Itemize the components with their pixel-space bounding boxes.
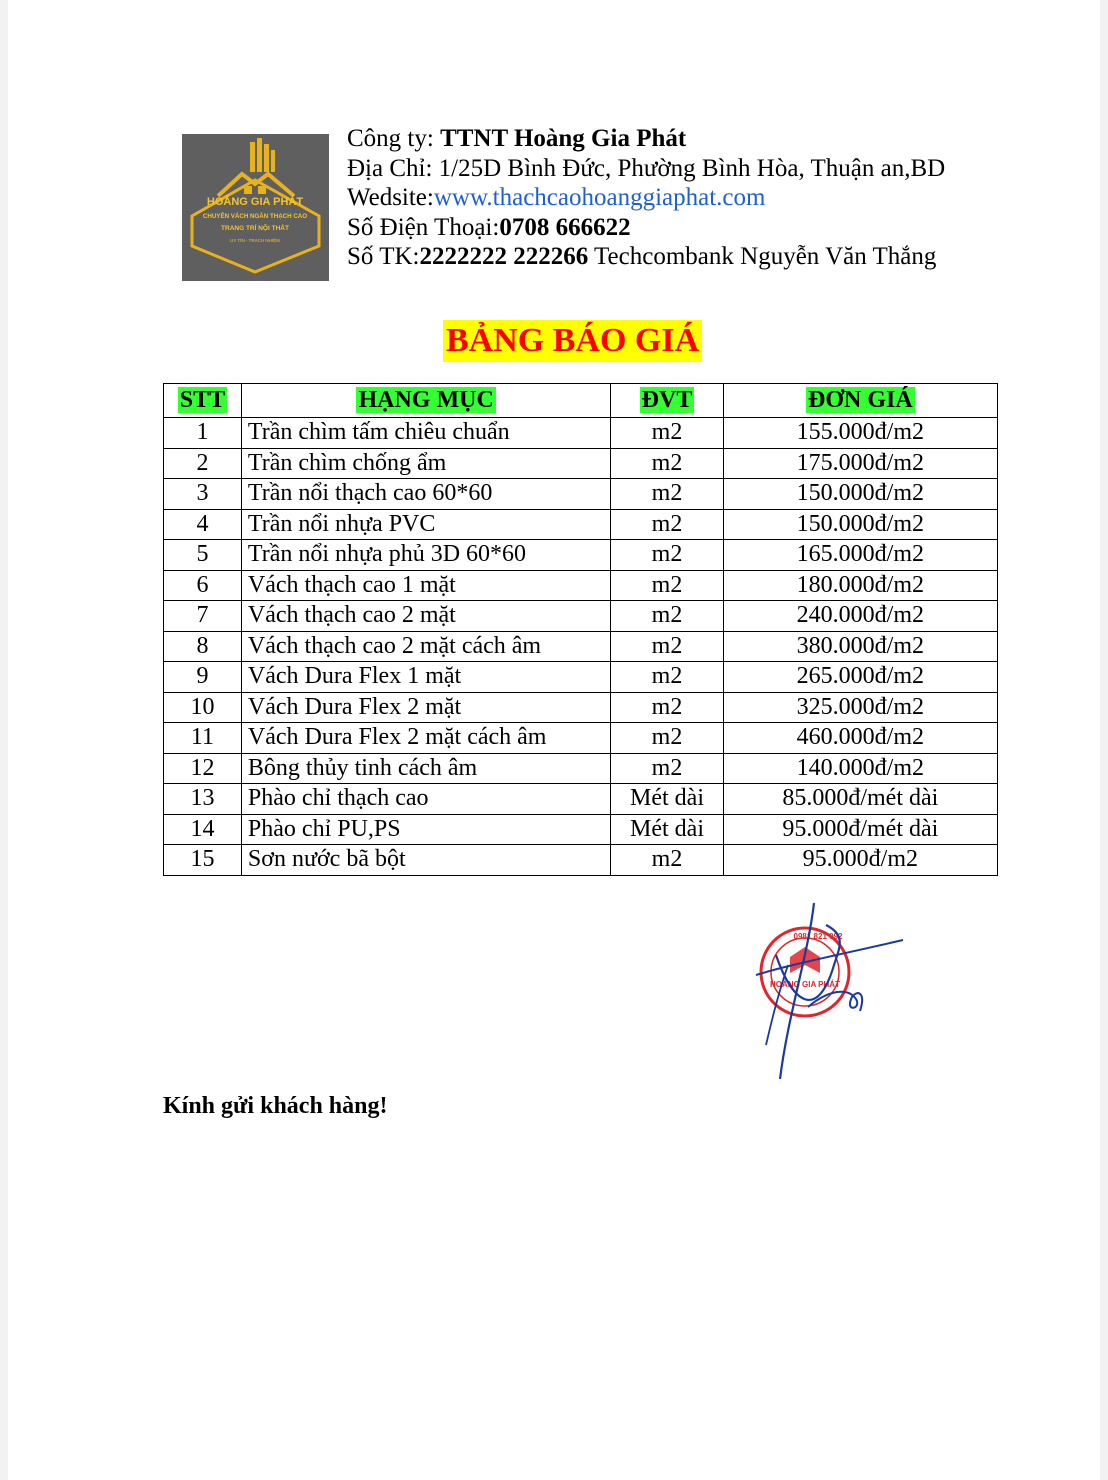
company-info xyxy=(347,124,945,272)
table-row xyxy=(164,845,998,876)
row-item: Trần chìm tấm chiêu chuẩn xyxy=(241,418,610,449)
company-logo xyxy=(182,134,329,281)
row-item: Vách thạch cao 2 mặt xyxy=(241,601,610,632)
row-price: 95.000đ/m2 xyxy=(723,845,997,876)
row-stt: 13 xyxy=(164,784,242,815)
logo-tagline-2: TRANG TRÍ NỘI THẤT xyxy=(221,225,289,232)
table-row xyxy=(164,631,998,662)
row-unit: m2 xyxy=(611,448,723,479)
row-stt: 11 xyxy=(164,723,242,754)
document-title: BẢNG BÁO GIÁ xyxy=(443,320,702,362)
table-row xyxy=(164,662,998,693)
row-item: Phào chỉ thạch cao xyxy=(241,784,610,815)
row-unit: m2 xyxy=(611,753,723,784)
row-item: Phào chỉ PU,PS xyxy=(241,814,610,845)
account-bank: Techcombank Nguyễn Văn Thắng xyxy=(588,243,937,271)
row-price: 180.000đ/m2 xyxy=(723,570,997,601)
row-unit: Mét dài xyxy=(611,784,723,815)
row-unit: m2 xyxy=(611,509,723,540)
row-price: 240.000đ/m2 xyxy=(723,601,997,632)
row-price: 175.000đ/m2 xyxy=(723,448,997,479)
row-item: Trần nổi nhựa phủ 3D 60*60 xyxy=(241,540,610,571)
header-price: ĐƠN GIÁ xyxy=(723,384,997,418)
company-phone-line xyxy=(347,213,945,243)
header-unit: ĐVT xyxy=(611,384,723,418)
table-row xyxy=(164,601,998,632)
row-stt: 6 xyxy=(164,570,242,601)
row-item: Trần chìm chống ẩm xyxy=(241,448,610,479)
table-row xyxy=(164,448,998,479)
row-stt: 14 xyxy=(164,814,242,845)
logo-tagline-3: UY TÍN - TRÁCH NHIỆM xyxy=(230,238,280,243)
row-price: 85.000đ/mét dài xyxy=(723,784,997,815)
address-label: Địa Chỉ: xyxy=(347,154,439,182)
table-row xyxy=(164,479,998,510)
company-name-line xyxy=(347,124,945,154)
table-row xyxy=(164,784,998,815)
phone-value: 0708 666622 xyxy=(499,213,631,241)
address-value: 1/25D Bình Đức, Phường Bình Hòa, Thuận an,BD xyxy=(438,154,946,182)
website-label: Wedsite: xyxy=(347,184,434,212)
row-unit: m2 xyxy=(611,418,723,449)
closing-greeting: Kính gửi khách hàng! xyxy=(163,1093,388,1119)
table-row xyxy=(164,509,998,540)
stamp-ring-text: 0981 821 092 xyxy=(793,932,843,941)
price-table xyxy=(163,383,998,876)
company-website-line xyxy=(347,183,945,213)
account-number: 2222222 222266 xyxy=(419,243,589,271)
company-name: TTNT Hoàng Gia Phát xyxy=(440,125,687,152)
row-item: Vách thạch cao 2 mặt cách âm xyxy=(241,631,610,662)
stamp-seal xyxy=(748,895,908,1085)
company-stamp-signature xyxy=(748,895,908,1085)
row-unit: m2 xyxy=(611,479,723,510)
logo-tagline-1: CHUYÊN VÁCH NGĂN THẠCH CAO xyxy=(202,213,308,220)
row-price: 155.000đ/m2 xyxy=(723,418,997,449)
row-price: 150.000đ/m2 xyxy=(723,479,997,510)
row-item: Vách Dura Flex 2 mặt cách âm xyxy=(241,723,610,754)
row-item: Sơn nước bã bột xyxy=(241,845,610,876)
row-unit: m2 xyxy=(611,662,723,693)
row-stt: 2 xyxy=(164,448,242,479)
company-name-label: Công ty: xyxy=(347,125,441,152)
table-header-row xyxy=(164,384,998,418)
website-link[interactable]: www.thachcaohoanggiaphat.com xyxy=(433,184,766,212)
row-unit: Mét dài xyxy=(611,814,723,845)
row-stt: 3 xyxy=(164,479,242,510)
row-stt: 8 xyxy=(164,631,242,662)
row-item: Vách Dura Flex 2 mặt xyxy=(241,692,610,723)
row-price: 140.000đ/m2 xyxy=(723,753,997,784)
row-price: 325.000đ/m2 xyxy=(723,692,997,723)
document-page xyxy=(8,0,1100,1480)
row-stt: 7 xyxy=(164,601,242,632)
row-stt: 12 xyxy=(164,753,242,784)
header-stt: STT xyxy=(164,384,242,418)
row-unit: m2 xyxy=(611,570,723,601)
row-item: Trần nổi thạch cao 60*60 xyxy=(241,479,610,510)
stamp-brand: HOÀNG GIA PHÁT xyxy=(770,980,840,989)
row-unit: m2 xyxy=(611,601,723,632)
row-stt: 9 xyxy=(164,662,242,693)
table-row xyxy=(164,540,998,571)
table-row xyxy=(164,418,998,449)
row-unit: m2 xyxy=(611,845,723,876)
row-item: Trần nổi nhựa PVC xyxy=(241,509,610,540)
row-price: 95.000đ/mét dài xyxy=(723,814,997,845)
row-price: 380.000đ/m2 xyxy=(723,631,997,662)
row-item: Vách thạch cao 1 mặt xyxy=(241,570,610,601)
table-row xyxy=(164,723,998,754)
row-stt: 4 xyxy=(164,509,242,540)
row-item: Bông thủy tinh cách âm xyxy=(241,753,610,784)
row-item: Vách Dura Flex 1 mặt xyxy=(241,662,610,693)
row-price: 460.000đ/m2 xyxy=(723,723,997,754)
table-row xyxy=(164,692,998,723)
header-item: HẠNG MỤC xyxy=(241,384,610,418)
logo-graphic xyxy=(182,134,329,281)
row-stt: 5 xyxy=(164,540,242,571)
logo-brand: HOÀNG GIA PHÁT xyxy=(206,196,304,208)
table-row xyxy=(164,570,998,601)
table-row xyxy=(164,753,998,784)
row-price: 165.000đ/m2 xyxy=(723,540,997,571)
row-price: 150.000đ/m2 xyxy=(723,509,997,540)
row-unit: m2 xyxy=(611,723,723,754)
phone-label: Số Điện Thoại: xyxy=(347,213,500,241)
row-price: 265.000đ/m2 xyxy=(723,662,997,693)
table-row xyxy=(164,814,998,845)
account-label: Số TK: xyxy=(347,243,420,271)
row-stt: 1 xyxy=(164,418,242,449)
company-account-line xyxy=(347,242,945,272)
row-unit: m2 xyxy=(611,692,723,723)
row-unit: m2 xyxy=(611,540,723,571)
company-address-line xyxy=(347,154,945,184)
row-stt: 15 xyxy=(164,845,242,876)
row-unit: m2 xyxy=(611,631,723,662)
row-stt: 10 xyxy=(164,692,242,723)
